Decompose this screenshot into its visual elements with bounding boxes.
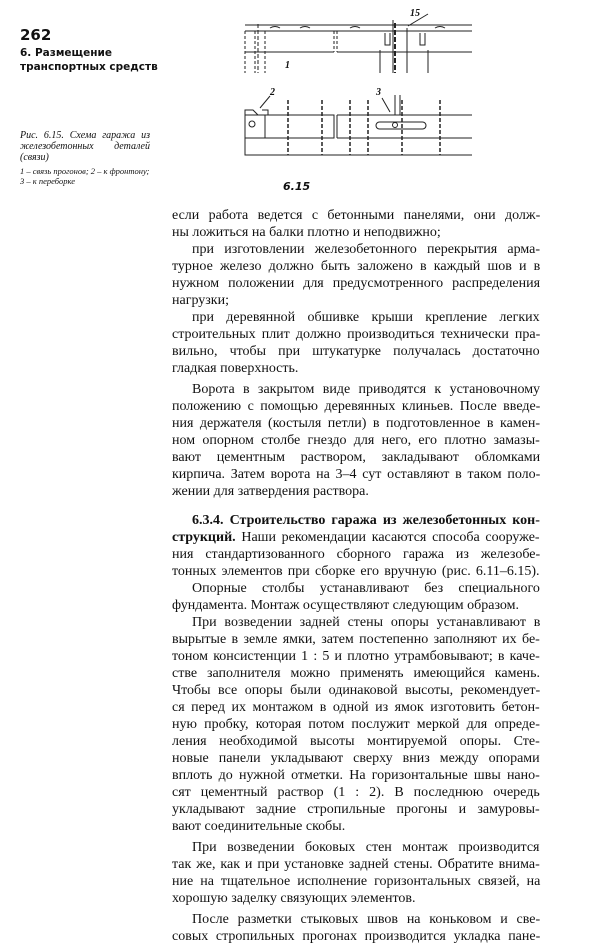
page-number: 262: [20, 26, 52, 44]
text-line: Опорные столбы устанавливают без специального: [192, 581, 540, 596]
text-line: вырытые в земле ямки, затем постепенно заполняют их бе-: [172, 632, 540, 647]
text-line: вают цементным раствором, закладывают обломками: [172, 450, 541, 465]
callout-1: 1: [285, 60, 290, 71]
text-line: ния держателя (костыля петли) в подготовленное в камен-: [172, 416, 541, 431]
text-line: жении для затвердения раствора.: [172, 484, 369, 499]
chapter-title-line1: 6. Размещение: [20, 47, 112, 59]
text-line: при деревянной обшивке крыши крепление легких: [192, 310, 540, 325]
text-line: После разметки стыковых швов на коньковом и све-: [192, 912, 541, 927]
text-line: положению с помощью деревянных клиньев. После введе-: [172, 399, 541, 414]
chapter-title-line2: транспортных средств: [20, 61, 158, 73]
callout-15: 15: [410, 8, 420, 19]
text-line: ние на тщательное исполнение горизонтальных связей, на: [172, 874, 541, 889]
text-line: новые панели укладывают сверху вниз между опорами: [172, 751, 540, 766]
text-line: если работа ведется с бетонными панелями, они долж-: [172, 208, 541, 223]
text-line: ния стандартизованного сборного гаража из железобе-: [172, 547, 541, 562]
front-view-beam: [245, 95, 472, 155]
top-view-beam: [245, 14, 472, 73]
garage-connection-diagram: [240, 8, 560, 180]
text-line: При возведении боковых стен монтаж производится: [192, 840, 540, 855]
text-line: ся перед их монтажом в одной из ямок изготовить бетон-: [172, 700, 540, 715]
text-line: [172, 529, 540, 546]
text-line: При возведении задней стены опоры устанавливают в: [192, 615, 541, 630]
text-line: ном опорном столбе гнездо для него, его плотно замазы-: [172, 433, 540, 448]
text-line: хорошую заделку связующих элементов.: [172, 891, 416, 906]
text-line: фундамента. Монтаж осуществляют следующим образом.: [172, 598, 520, 613]
text-line: вают соединительные скобы.: [172, 819, 346, 834]
section-heading-cont: струкций.: [172, 530, 236, 545]
section-heading-text: 6.3.4. Строительство гаража из железобетонных кон-: [192, 513, 540, 528]
text-line: турное железо должно быть заложено в каждый шов и в: [172, 259, 541, 274]
text-line: Ворота в закрытом виде приводятся к установочному: [192, 382, 541, 397]
text-line: Чтобы все опоры были одинаковой высоты, рекомендует-: [172, 683, 541, 698]
text-line: тоном консистенции 1 : 5 и плотно утрамбовывают; в каче-: [172, 649, 540, 664]
text-line: строительных плит должно производиться технически пра-: [172, 327, 541, 342]
text-line: тонных элементов при сборке его вручную (рис. 6.11–6.15).: [172, 564, 540, 579]
callout-2: 2: [270, 87, 275, 98]
body-text: [172, 207, 540, 945]
text-line: вплоть до нужной отметки. На горизонтальные швы нано-: [172, 768, 540, 783]
text-line: вильно, чтобы при штукатурке получалась достаточно: [172, 344, 540, 359]
text-line: ления необходимой высоты монтируемой опоры. Сте-: [172, 734, 540, 749]
text-span: Наши рекомендации касаются способа сооруже-: [235, 530, 540, 545]
text-line: гладкая поверхность.: [172, 361, 299, 376]
text-line: кирпича. Затем ворота на 3–4 сут оставляют в таком поло-: [172, 467, 541, 482]
text-line: ны ложиться на балки плотно и неподвижно;: [172, 225, 441, 240]
callout-3: 3: [376, 87, 381, 98]
text-line: укладывают задние стропильные прогоны и замуровы-: [172, 802, 540, 817]
running-header: [20, 46, 158, 74]
figure-caption: [20, 130, 150, 186]
text-line: совых стропильных прогонах производится укладка пане-: [172, 929, 541, 944]
text-line: сят цементный раствор (1 : 2). В последнюю очередь: [172, 785, 540, 800]
text-line: стве заполнителя можно применять имеющийся камень.: [172, 666, 541, 681]
text-line: так же, как и при установке задней стены. Обратите внима-: [172, 857, 540, 872]
section-heading: [172, 512, 540, 529]
text-line: нужном положении для предусмотренного распределения: [172, 276, 541, 291]
text-line: при изготовлении железобетонного перекрытия арма-: [192, 242, 541, 257]
caption-legend: 1 – связь прогонов; 2 – к фронтону; 3 – к переборке: [20, 166, 150, 186]
text-line: ную пробку, которая потом послужит меркой для опреде-: [172, 717, 540, 732]
caption-title: Рис. 6.15. Схема гаража из железобетонных деталей (связи): [20, 130, 150, 163]
text-line: нагрузки;: [172, 293, 229, 308]
figure-label: 6.15: [283, 180, 311, 193]
